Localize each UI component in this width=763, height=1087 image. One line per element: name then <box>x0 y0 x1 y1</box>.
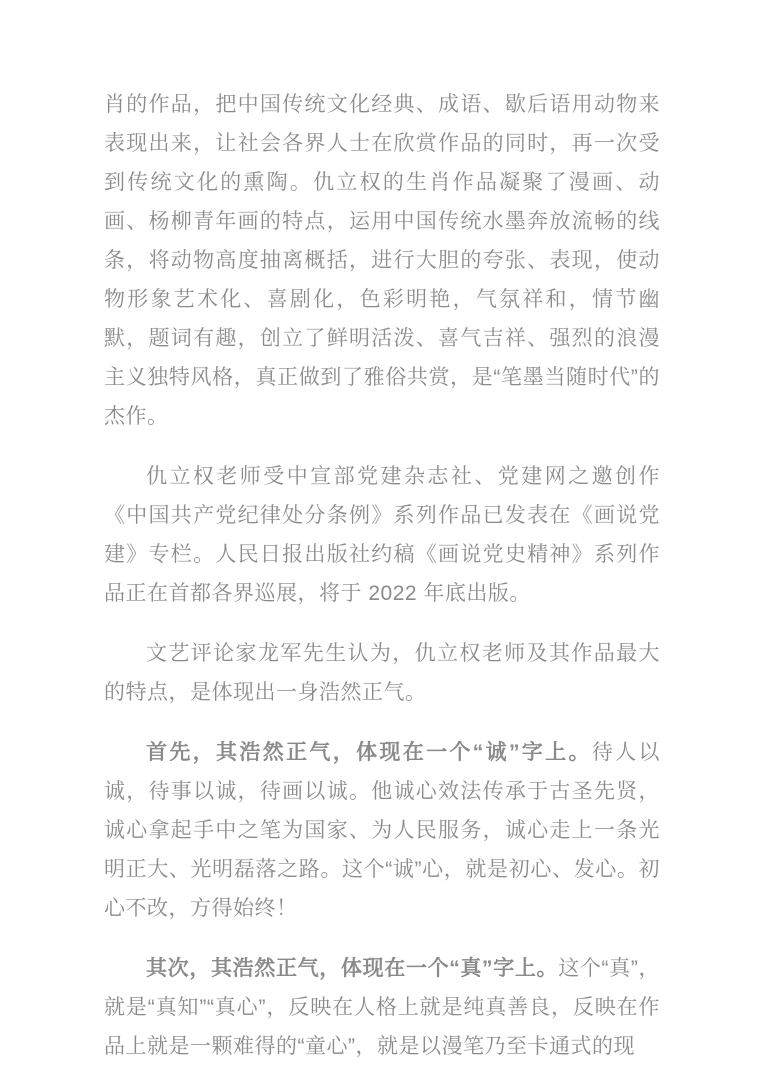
text-run: 文艺评论家龙军先生认为，仇立权老师及其作品最大的特点，是体现出一身浩然正气。 <box>104 642 660 704</box>
text-run-bold: 其次，其浩然正气，体现在一个“真”字上。 <box>146 957 559 980</box>
text-run: 这个“真”，就是“真知”“真心”，反映在人格上就是纯真善良，反映在作品上就是一颗难得的“童心”，就是以漫笔乃至卡通式的现 <box>104 957 660 1058</box>
text-run: 待人以诚，待事以诚，待画以诚。他诚心效法传承于古圣先贤，诚心拿起手中之笔为国家、为人民服务，诚心走上一条光明正大、光明磊落之路。这个“诚”心，就是初心、发心。初心不改，方得始终！ <box>104 741 661 920</box>
text-run-bold: 首先，其浩然正气，体现在一个“诚”字上。 <box>146 741 592 764</box>
paragraph <box>104 457 660 613</box>
document-body <box>104 85 660 1087</box>
text-run: 仇立权老师受中宣部党建杂志社、党建网之邀创作《中国共产党纪律处分条例》系列作品已发表在《画说党建》专栏。人民日报出版社约稿《画说党史精神》系列作品正在首都各界巡展，将于 2022 年底出版。 <box>104 465 660 605</box>
paragraph <box>104 634 660 712</box>
paragraph <box>104 949 660 1066</box>
paragraph <box>104 85 660 436</box>
paragraph <box>104 733 660 928</box>
text-run: 肖的作品，把中国传统文化经典、成语、歇后语用动物来表现出来，让社会各界人士在欣赏作品的同时，再一次受到传统文化的熏陶。仇立权的生肖作品凝聚了漫画、动画、杨柳青年画的特点，运用中国传统水墨奔放流畅的线条，将动物高度抽离概括，进行大胆的夸张、表现，使动物形象艺术化、喜剧化，色彩明艳，气氛祥和，情节幽默，题词有趣，创立了鲜明活泼、喜气吉祥、强烈的浪漫主义独特风格，真正做到了雅俗共赏，是“笔墨当随时代”的杰作。 <box>104 93 660 428</box>
